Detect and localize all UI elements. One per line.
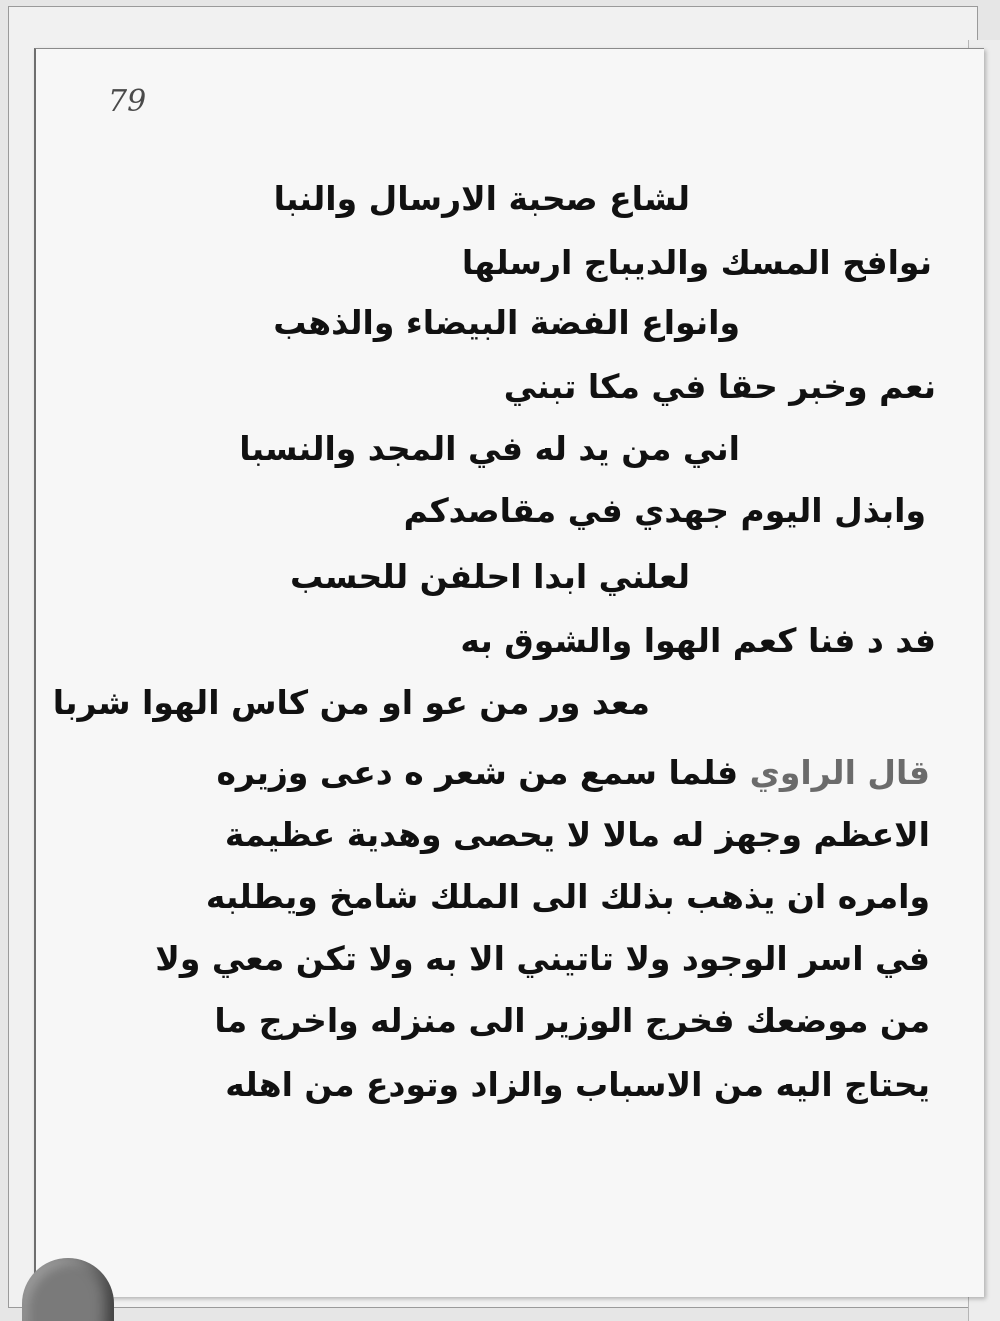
verse-line-2: نوافح المسك والديباج ارسلها (461, 243, 932, 282)
verse-line-3: وانواع الفضة البيضاء والذهب (273, 303, 740, 342)
prose-line-5: من موضعك فخرج الوزير الى منزله واخرج ما (214, 1001, 930, 1040)
prose-line-2: الاعظم وجهز له مالا لا يحصى وهدية عظيمة (224, 815, 930, 854)
verse-line-4: نعم وخبر حقا في مكا تبني (503, 367, 936, 406)
prose-line-1-text: فلما سمع من شعر ه دعى وزيره (216, 753, 739, 792)
verse-line-7: لعلني ابدا احلفن للحسب (289, 557, 690, 596)
folio-number: 79 (108, 84, 147, 119)
prose-line-3: وامره ان يذهب بذلك الى الملك شامخ ويطلبه (205, 877, 930, 916)
verse-line-8: فد د فنا كعم الهوا والشوق به (460, 621, 936, 660)
manuscript-page (34, 48, 984, 1297)
verse-line-6: وابذل اليوم جهدي في مقاصدكم (403, 491, 926, 530)
prose-line-4: في اسر الوجود ولا تاتيني الا به ولا تكن معي ولا (155, 939, 930, 978)
verse-line-9: معد ور من عو او من كاس الهوا شربا (52, 683, 650, 722)
prose-line-6: يحتاج اليه من الاسباب والزاد وتودع من اهله (225, 1065, 930, 1104)
verse-line-5: اني من يد له في المجد والنسبا (239, 429, 740, 468)
narrator-label: قال الراوي (749, 753, 930, 792)
verse-line-1: لشاع صحبة الارسال والنبا (273, 179, 690, 218)
prose-line-1 (216, 753, 930, 792)
